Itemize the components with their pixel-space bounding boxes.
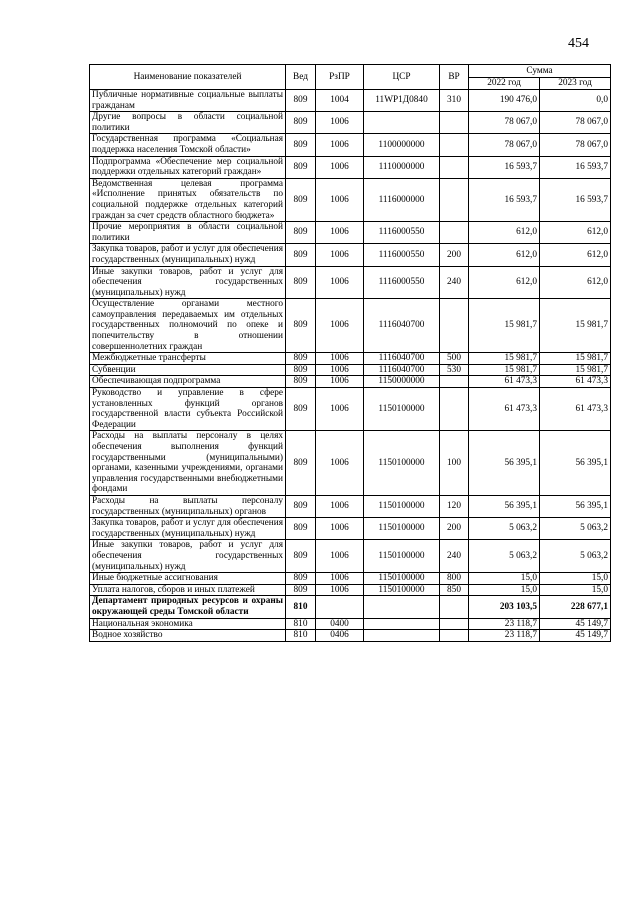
row-csr <box>364 112 440 134</box>
row-vr <box>440 618 469 630</box>
row-ved: 810 <box>286 630 316 642</box>
row-rzpr: 1006 <box>316 495 364 517</box>
row-vr: 200 <box>440 518 469 540</box>
row-vr <box>440 222 469 244</box>
row-csr: 1116000550 <box>364 266 440 299</box>
row-rzpr: 1004 <box>316 90 364 112</box>
row-name: Закупка товаров, работ и услуг для обеспечения государственных (муниципальных) нужд <box>90 244 286 266</box>
row-csr: 11WP1Д0840 <box>364 90 440 112</box>
row-name: Подпрограмма «Обеспечение мер социальной поддержки отдельных категорий граждан» <box>90 156 286 178</box>
row-name: Водное хозяйство <box>90 630 286 642</box>
table-row <box>90 573 611 585</box>
row-sum-2022: 23 118,7 <box>469 630 540 642</box>
table-row <box>90 244 611 266</box>
table-row <box>90 630 611 642</box>
row-name: Государственная программа «Социальная поддержка населения Томской области» <box>90 134 286 156</box>
row-csr: 1116040700 <box>364 364 440 376</box>
row-sum-2023: 78 067,0 <box>540 112 611 134</box>
row-vr: 800 <box>440 573 469 585</box>
row-ved: 809 <box>286 178 316 221</box>
row-sum-2022: 78 067,0 <box>469 112 540 134</box>
row-csr: 1110000000 <box>364 156 440 178</box>
row-sum-2023: 15 981,7 <box>540 364 611 376</box>
row-csr <box>364 596 440 618</box>
table-row <box>90 353 611 365</box>
table-row <box>90 596 611 618</box>
row-sum-2022: 16 593,7 <box>469 178 540 221</box>
table-row <box>90 518 611 540</box>
row-vr <box>440 156 469 178</box>
row-name: Ведомственная целевая программа «Исполнение принятых обязательств по социальной поддержке отдельных категорий граждан за счет средств областного бюджета» <box>90 178 286 221</box>
table-row <box>90 156 611 178</box>
table-row <box>90 540 611 573</box>
row-ved: 809 <box>286 353 316 365</box>
row-vr: 200 <box>440 244 469 266</box>
row-sum-2023: 56 395,1 <box>540 495 611 517</box>
page-number: 454 <box>568 36 589 51</box>
row-vr <box>440 178 469 221</box>
row-vr <box>440 630 469 642</box>
row-vr <box>440 112 469 134</box>
row-rzpr: 1006 <box>316 353 364 365</box>
header-year-2022: 2022 год <box>469 78 540 90</box>
row-ved: 809 <box>286 376 316 388</box>
row-name: Иные бюджетные ассигнования <box>90 573 286 585</box>
row-name: Иные закупки товаров, работ и услуг для обеспечения государственных (муниципальных) нужд <box>90 540 286 573</box>
row-vr: 240 <box>440 540 469 573</box>
header-sum: Сумма <box>469 65 611 78</box>
row-sum-2023: 612,0 <box>540 244 611 266</box>
header-rzpr: РзПР <box>316 65 364 90</box>
row-sum-2023: 612,0 <box>540 222 611 244</box>
row-csr: 1150100000 <box>364 495 440 517</box>
header-vr: ВР <box>440 65 469 90</box>
table-row <box>90 495 611 517</box>
row-vr <box>440 376 469 388</box>
row-sum-2022: 56 395,1 <box>469 431 540 496</box>
row-sum-2023: 612,0 <box>540 266 611 299</box>
table-row <box>90 299 611 353</box>
row-rzpr <box>316 596 364 618</box>
row-csr: 1116040700 <box>364 299 440 353</box>
row-csr <box>364 630 440 642</box>
row-sum-2022: 203 103,5 <box>469 596 540 618</box>
row-sum-2022: 15,0 <box>469 573 540 585</box>
row-sum-2022: 56 395,1 <box>469 495 540 517</box>
row-rzpr: 1006 <box>316 431 364 496</box>
row-rzpr: 1006 <box>316 178 364 221</box>
row-sum-2023: 45 149,7 <box>540 630 611 642</box>
row-sum-2022: 61 473,3 <box>469 376 540 388</box>
row-ved: 809 <box>286 112 316 134</box>
row-sum-2022: 612,0 <box>469 222 540 244</box>
table-row <box>90 431 611 496</box>
row-sum-2023: 15,0 <box>540 573 611 585</box>
row-rzpr: 1006 <box>316 112 364 134</box>
row-name: Прочие мероприятия в области социальной политики <box>90 222 286 244</box>
row-name: Другие вопросы в области социальной политики <box>90 112 286 134</box>
row-vr <box>440 596 469 618</box>
row-sum-2023: 16 593,7 <box>540 178 611 221</box>
table-row <box>90 178 611 221</box>
row-name: Иные закупки товаров, работ и услуг для обеспечения государственных (муниципальных) нужд <box>90 266 286 299</box>
row-rzpr: 1006 <box>316 222 364 244</box>
row-sum-2023: 228 677,1 <box>540 596 611 618</box>
row-sum-2022: 15 981,7 <box>469 364 540 376</box>
row-name: Уплата налогов, сборов и иных платежей <box>90 584 286 596</box>
row-ved: 809 <box>286 495 316 517</box>
row-vr: 100 <box>440 431 469 496</box>
row-rzpr: 1006 <box>316 156 364 178</box>
row-vr: 850 <box>440 584 469 596</box>
table-row <box>90 376 611 388</box>
row-ved: 809 <box>286 540 316 573</box>
row-sum-2022: 61 473,3 <box>469 388 540 431</box>
row-vr <box>440 299 469 353</box>
row-sum-2022: 23 118,7 <box>469 618 540 630</box>
table-row <box>90 364 611 376</box>
header-year-2023: 2023 год <box>540 78 611 90</box>
row-rzpr: 0400 <box>316 618 364 630</box>
row-csr: 1150100000 <box>364 388 440 431</box>
row-csr: 1116040700 <box>364 353 440 365</box>
row-ved: 809 <box>286 222 316 244</box>
row-sum-2023: 56 395,1 <box>540 431 611 496</box>
row-rzpr: 1006 <box>316 364 364 376</box>
header-csr: ЦСР <box>364 65 440 90</box>
table-body <box>90 90 611 642</box>
row-sum-2023: 5 063,2 <box>540 518 611 540</box>
row-ved: 809 <box>286 299 316 353</box>
row-sum-2022: 78 067,0 <box>469 134 540 156</box>
row-sum-2022: 190 476,0 <box>469 90 540 112</box>
row-sum-2022: 5 063,2 <box>469 518 540 540</box>
row-rzpr: 1006 <box>316 299 364 353</box>
row-name: Публичные нормативные социальные выплаты гражданам <box>90 90 286 112</box>
row-ved: 809 <box>286 90 316 112</box>
table-row <box>90 584 611 596</box>
row-ved: 809 <box>286 573 316 585</box>
row-rzpr: 1006 <box>316 518 364 540</box>
row-ved: 810 <box>286 596 316 618</box>
budget-table <box>89 64 611 642</box>
table-row <box>90 266 611 299</box>
row-rzpr: 1006 <box>316 573 364 585</box>
row-name: Руководство и управление в сфере установленных функций органов государственной власти субъекта Российской Федерации <box>90 388 286 431</box>
row-csr: 1150100000 <box>364 584 440 596</box>
row-vr: 310 <box>440 90 469 112</box>
table-row <box>90 112 611 134</box>
row-csr: 1116000550 <box>364 244 440 266</box>
row-ved: 809 <box>286 134 316 156</box>
row-vr <box>440 134 469 156</box>
row-name: Субвенции <box>90 364 286 376</box>
row-sum-2023: 0,0 <box>540 90 611 112</box>
table-row <box>90 222 611 244</box>
row-csr: 1150100000 <box>364 540 440 573</box>
row-sum-2023: 15 981,7 <box>540 353 611 365</box>
row-sum-2022: 15 981,7 <box>469 353 540 365</box>
row-sum-2022: 612,0 <box>469 266 540 299</box>
row-csr: 1150100000 <box>364 518 440 540</box>
row-rzpr: 1006 <box>316 376 364 388</box>
row-ved: 810 <box>286 618 316 630</box>
row-name: Осуществление органами местного самоуправления передаваемых им отдельных государственных полномочий по опеке и попечительству в отношении совершеннолетних граждан <box>90 299 286 353</box>
row-sum-2023: 61 473,3 <box>540 388 611 431</box>
row-csr: 1150100000 <box>364 573 440 585</box>
table-row <box>90 618 611 630</box>
table-row <box>90 134 611 156</box>
row-sum-2023: 45 149,7 <box>540 618 611 630</box>
row-name: Национальная экономика <box>90 618 286 630</box>
row-rzpr: 1006 <box>316 244 364 266</box>
row-vr <box>440 388 469 431</box>
row-ved: 809 <box>286 518 316 540</box>
row-name: Расходы на выплаты персоналу в целях обеспечения выполнения функций государственными (муниципальными) органами, казенными учреждениями, органами управления государственными внебюджетными фондами <box>90 431 286 496</box>
row-vr: 530 <box>440 364 469 376</box>
row-name: Расходы на выплаты персоналу государственных (муниципальных) органов <box>90 495 286 517</box>
row-sum-2023: 61 473,3 <box>540 376 611 388</box>
row-csr: 1150000000 <box>364 376 440 388</box>
row-ved: 809 <box>286 388 316 431</box>
row-sum-2022: 5 063,2 <box>469 540 540 573</box>
row-rzpr: 1006 <box>316 134 364 156</box>
row-csr: 1116000000 <box>364 178 440 221</box>
row-sum-2022: 16 593,7 <box>469 156 540 178</box>
header-ved: Вед <box>286 65 316 90</box>
row-ved: 809 <box>286 244 316 266</box>
row-csr: 1100000000 <box>364 134 440 156</box>
row-name: Межбюджетные трансферты <box>90 353 286 365</box>
row-sum-2023: 78 067,0 <box>540 134 611 156</box>
row-ved: 809 <box>286 364 316 376</box>
row-sum-2023: 15,0 <box>540 584 611 596</box>
row-name: Закупка товаров, работ и услуг для обеспечения государственных (муниципальных) нужд <box>90 518 286 540</box>
row-vr: 240 <box>440 266 469 299</box>
row-name: Департамент природных ресурсов и охраны окружающей среды Томской области <box>90 596 286 618</box>
row-rzpr: 1006 <box>316 266 364 299</box>
row-ved: 809 <box>286 584 316 596</box>
row-rzpr: 1006 <box>316 540 364 573</box>
row-sum-2022: 15,0 <box>469 584 540 596</box>
table-row <box>90 90 611 112</box>
row-sum-2022: 612,0 <box>469 244 540 266</box>
row-ved: 809 <box>286 431 316 496</box>
row-rzpr: 1006 <box>316 584 364 596</box>
row-sum-2023: 15 981,7 <box>540 299 611 353</box>
header-name: Наименование показателей <box>90 65 286 90</box>
row-vr: 120 <box>440 495 469 517</box>
row-name: Обеспечивающая подпрограмма <box>90 376 286 388</box>
row-rzpr: 1006 <box>316 388 364 431</box>
row-csr: 1150100000 <box>364 431 440 496</box>
row-csr <box>364 618 440 630</box>
row-sum-2023: 5 063,2 <box>540 540 611 573</box>
row-csr: 1116000550 <box>364 222 440 244</box>
row-vr: 500 <box>440 353 469 365</box>
row-rzpr: 0406 <box>316 630 364 642</box>
row-sum-2023: 16 593,7 <box>540 156 611 178</box>
row-ved: 809 <box>286 156 316 178</box>
row-sum-2022: 15 981,7 <box>469 299 540 353</box>
row-ved: 809 <box>286 266 316 299</box>
table-row <box>90 388 611 431</box>
